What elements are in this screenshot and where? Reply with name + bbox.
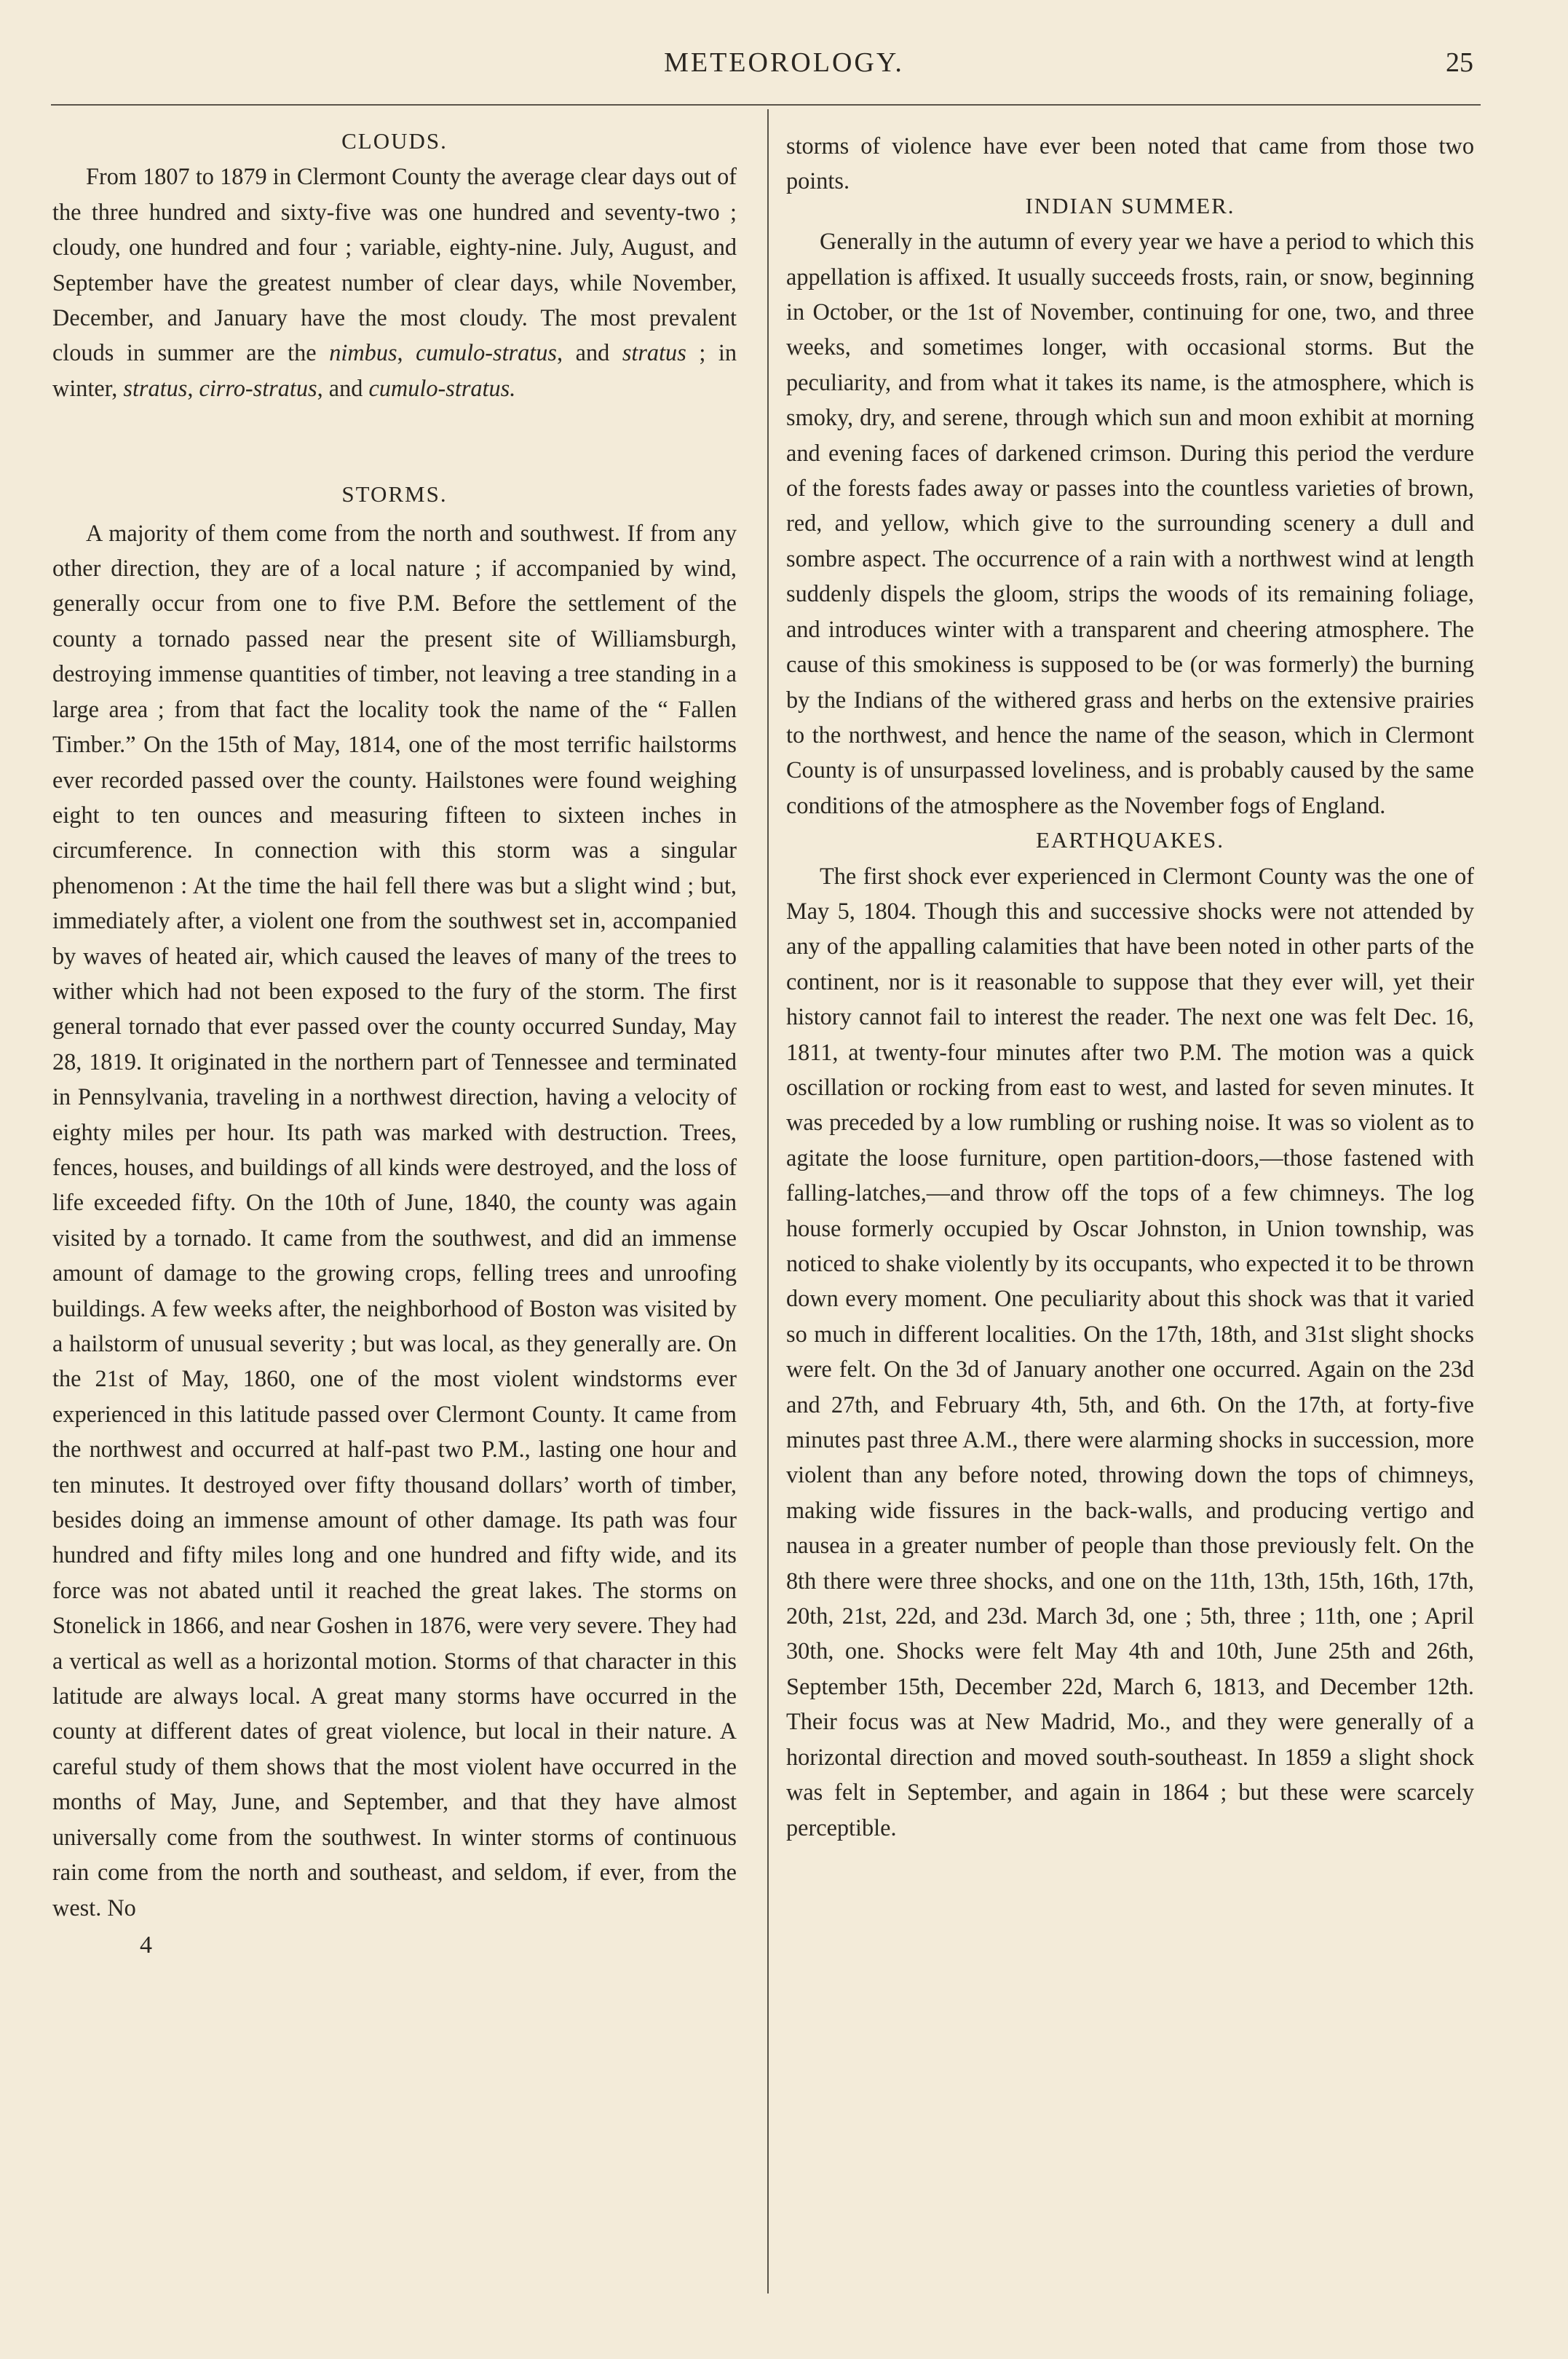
clouds-cumulo-stratus: cumulo-stratus	[416, 339, 557, 366]
indian-summer-paragraph: Generally in the autumn of every year we have a period to which this appellation is affixed. It usually succeeds frosts, rain, or snow, beginning in October, or the 1st of November, continuing for one, two, and three weeks, and sometimes longer, with occasional storms. But the peculiarity, and from what it takes its name, is the atmosphere, which is smoky, dry, and serene, through which sun and moon exhibit at morning and evening faces of darkened crimson. During this period the verdure of the forests fades away or passes into the countless varieties of brown, red, and yellow, which give to the surrounding scenery a dull and sombre aspect. The occurrence of a rain with a northwest wind at length suddenly dispels the gloom, strips the woods of its remaining foliage, and introduces winter with a transparent and cheering atmosphere. The cause of this smokiness is supposed to be (or was formerly) the burning by the Indians of the withered grass and herbs on the extensive prairies to the northwest, and hence the name of the season, which in Clermont County is of unsurpassed loveliness, and is probably caused by the same conditions of the atmosphere as the November fogs of England.	[786, 228, 1474, 818]
signature-mark: 4	[140, 1931, 152, 1959]
page-header	[0, 44, 1568, 87]
clouds-sep-1: ,	[397, 339, 416, 366]
clouds-paragraph	[52, 159, 737, 406]
clouds-text: From 1807 to 1879 in Clermont County the average clear days out of the three hundred and sixty-five was one hundred and seventy-two ; cloudy, one hundred and four ; variable, eighty-nine. July, August, and September have the greatest number of clear days, while November, December, and January have the most cloudy. The most prevalent clouds in summer are the	[52, 163, 737, 366]
page-number: 25	[1446, 47, 1473, 78]
clouds-sep-4: ,	[187, 374, 199, 401]
header-rule	[51, 104, 1481, 106]
storms-heading: STORMS.	[341, 481, 448, 507]
clouds-sep-2: , and	[556, 339, 622, 366]
clouds-heading: CLOUDS.	[341, 128, 448, 154]
clouds-nimbus: nimbus	[329, 339, 397, 366]
right-column	[786, 128, 1474, 1845]
earthquakes-heading: EARTHQUAKES.	[1036, 827, 1224, 853]
clouds-cumulo-stratus-winter: cumulo-stratus.	[368, 374, 516, 401]
clouds-sep-3: ; in winter,	[52, 339, 737, 401]
clouds-sep-5: , and	[317, 374, 369, 401]
clouds-stratus: stratus	[622, 339, 686, 366]
clouds-stratus-winter: stratus	[123, 374, 188, 401]
column-divider	[767, 109, 769, 2293]
indian-summer-heading: INDIAN SUMMER.	[1025, 192, 1235, 218]
clouds-cirro-stratus: cirro-stratus	[199, 374, 317, 401]
storms-paragraph: A majority of them come from the north and southwest. If from any other direction, they are of a local nature ; if accompanied by wind, generally occur from one to five P.M. Before the settlement of the county a tornado passed near the present site of Williamsburgh, destroying immense quantities of timber, not leaving a tree standing in a large area ; from that fact the locality took the name of the “ Fallen Timber.” On the 15th of May, 1814, one of the most terrific hailstorms ever recorded passed over the county. Hailstones were found weighing eight to ten ounces and measuring fifteen to sixteen inches in circumference. In connection with this storm was a singular phenomenon : At the time the hail fell there was but a slight wind ; but, immediately after, a violent one from the southwest set in, accompanied by waves of heated air, which caused the leaves of many of the trees to wither which had not been exposed to the fury of the storm. The first general tornado that ever passed over the county occurred Sunday, May 28, 1819. It originated in the northern part of Tennessee and terminated in Pennsylvania, traveling in a northwest direction, having a velocity of eighty miles per hour. Its path was marked with destruction. Trees, fences, houses, and buildings of all kinds were destroyed, and the loss of life exceeded fifty. On the 10th of June, 1840, the county was again visited by a tornado. It came from the southwest, and did an immense amount of damage to the growing crops, felling trees and unroofing buildings. A few weeks after, the neighborhood of Boston was visited by a hailstorm of unusual severity ; but was local, as they generally are. On the 21st of May, 1860, one of the most violent windstorms ever experienced in this latitude passed over Clermont County. It came from the northwest and occurred at half-past two P.M., lasting one hour and ten minutes. It destroyed over fifty thousand dollars’ worth of timber, besides doing an immense amount of other damage. Its path was four hundred and fifty miles long and one hundred and fifty wide, and its force was not abated until it reached the great lakes. The storms on Stonelick in 1866, and near Goshen in 1876, were very severe. They had a vertical as well as a horizontal motion. Storms of that character in this latitude are always local. A great many storms have occurred in the county at different dates of great violence, but local in their nature. A careful study of them shows that the most violent have occurred in the months of May, June, and September, and that they have almost universally come from the southwest. In winter storms of continuous rain come from the north and southeast, and seldom, if ever, from the west. No	[52, 519, 737, 1921]
earthquakes-paragraph: The first shock ever experienced in Clermont County was the one of May 5, 1804. Though this and successive shocks were not attended by any of the appalling calamities that have been noted in other parts of the continent, nor is it reasonable to suppose that they ever will, yet their history cannot fail to interest the reader. The next one was felt Dec. 16, 1811, at twenty-four minutes after two P.M. The motion was a quick oscillation or rocking from east to west, and lasted for seven minutes. It was preceded by a low rumbling or rushing noise. It was so violent as to agitate the loose furniture, open partition-doors,—those fastened with falling-latches,—and throw off the tops of a few chimneys. The log house formerly occupied by Oscar Johnston, in Union township, was noticed to shake violently by its occupants, who expected it to be thrown down every moment. One peculiarity about this shock was that it varied so much in different localities. On the 17th, 18th, and 31st slight shocks were felt. On the 3d of January another one occurred. Again on the 23d and 27th, and February 4th, 5th, and 6th. On the 17th, at forty-five minutes past three A.M., there were alarming shocks in succession, more violent than any before noted, throwing down the tops of chimneys, making wide fissures in the back-walls, and producing vertigo and nausea in a greater number of people than those previously felt. On the 8th there were three shocks, and one on the 11th, 13th, 15th, 16th, 17th, 20th, 21st, 22d, and 23d. March 3d, one ; 5th, three ; 11th, one ; April 30th, one. Shocks were felt May 4th and 10th, June 25th and 26th, September 15th, December 22d, March 6, 1813, and December 12th. Their focus was at New Madrid, Mo., and they were generally of a horizontal direction and moved south-southeast. In 1859 a slight shock was felt in September, and again in 1864 ; but these were scarcely perceptible.	[786, 862, 1474, 1841]
page-title: METEOROLOGY.	[664, 47, 904, 78]
storms-paragraph-continued: storms of violence have ever been noted that came from those two points.	[786, 133, 1474, 194]
left-column	[52, 124, 737, 1963]
